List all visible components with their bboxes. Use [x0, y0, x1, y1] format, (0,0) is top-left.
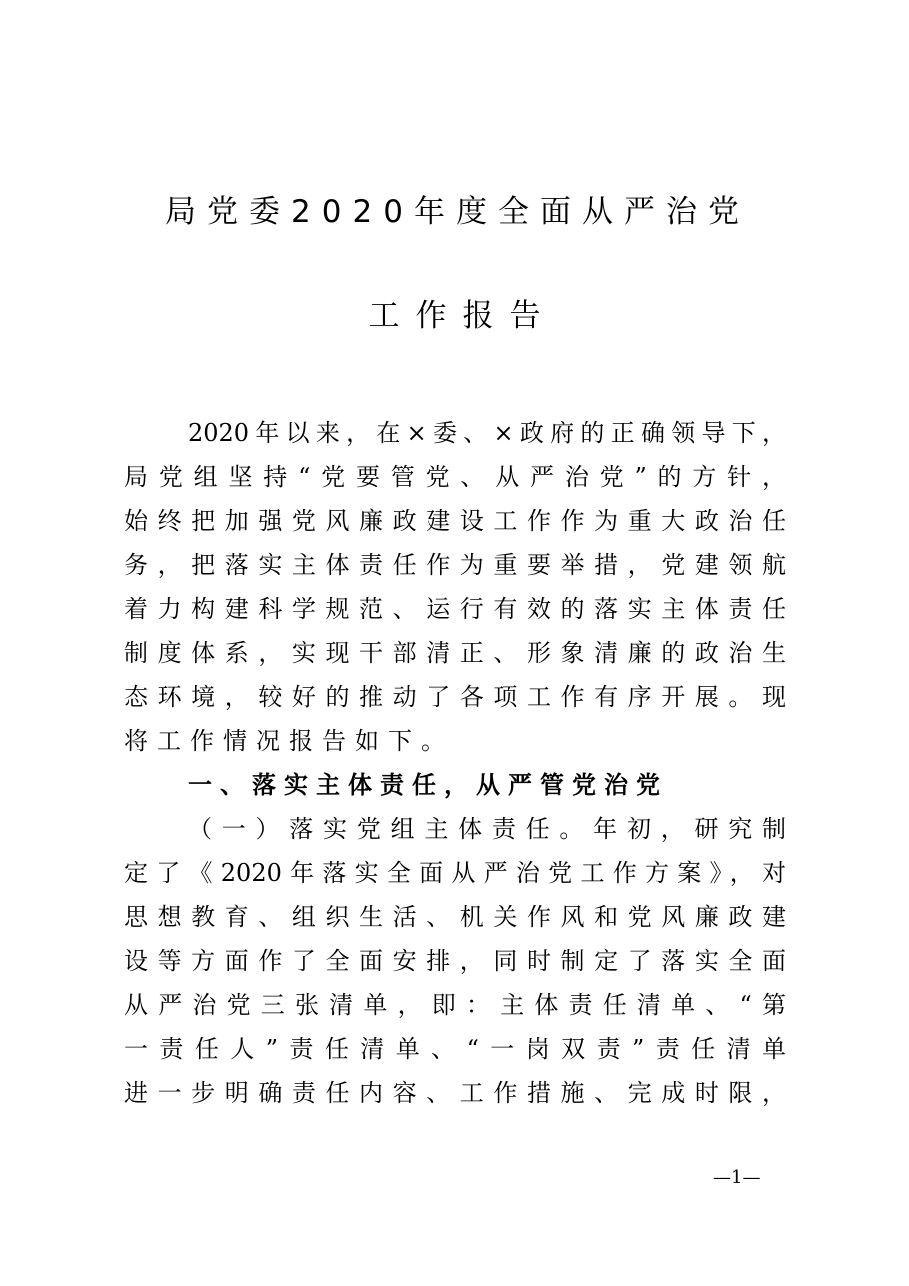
section-heading: 一、落实主体责任，从严管党治党 [188, 771, 668, 799]
page-number: —1— [713, 1167, 761, 1188]
body-text-line: 进一步明确责任内容、工作措施、完成时限， [124, 1079, 786, 1107]
document-title-line-2: 工作报告 [368, 298, 557, 334]
body-text-line: 制度体系，实现干部清正、形象清廉的政治生 [124, 639, 786, 667]
body-text-line: 思想教育、组织生活、机关作风和党风廉政建 [124, 903, 786, 931]
body-text-line: 将工作情况报告如下。 [124, 727, 454, 755]
body-text-line: （一）落实党组主体责任。年初，研究制 [188, 815, 786, 843]
body-text-line: 定了《2020年落实全面从严治党工作方案》，对 [124, 859, 786, 887]
body-text-line: 始终把加强党风廉政建设工作作为重大政治任 [124, 507, 786, 535]
body-text-line: 务，把落实主体责任作为重要举措，党建领航 [124, 551, 786, 579]
body-text-line: 一责任人”责任清单、“一岗双责”责任清单 [124, 1035, 786, 1063]
body-text-line: 从严治党三张清单，即：主体责任清单、“第 [124, 991, 786, 1019]
body-text-line: 局党组坚持“党要管党、从严治党”的方针， [124, 463, 786, 491]
body-text-line: 态环境，较好的推动了各项工作有序开展。现 [124, 683, 786, 711]
body-text-line: 设等方面作了全面安排，同时制定了落实全面 [124, 947, 786, 975]
document-title-line-1: 局党委2020年度全面从严治党 [165, 194, 750, 230]
body-text-line: 2020年以来，在×委、×政府的正确领导下， [188, 419, 786, 447]
body-text-line: 着力构建科学规范、运行有效的落实主体责任 [124, 595, 786, 623]
